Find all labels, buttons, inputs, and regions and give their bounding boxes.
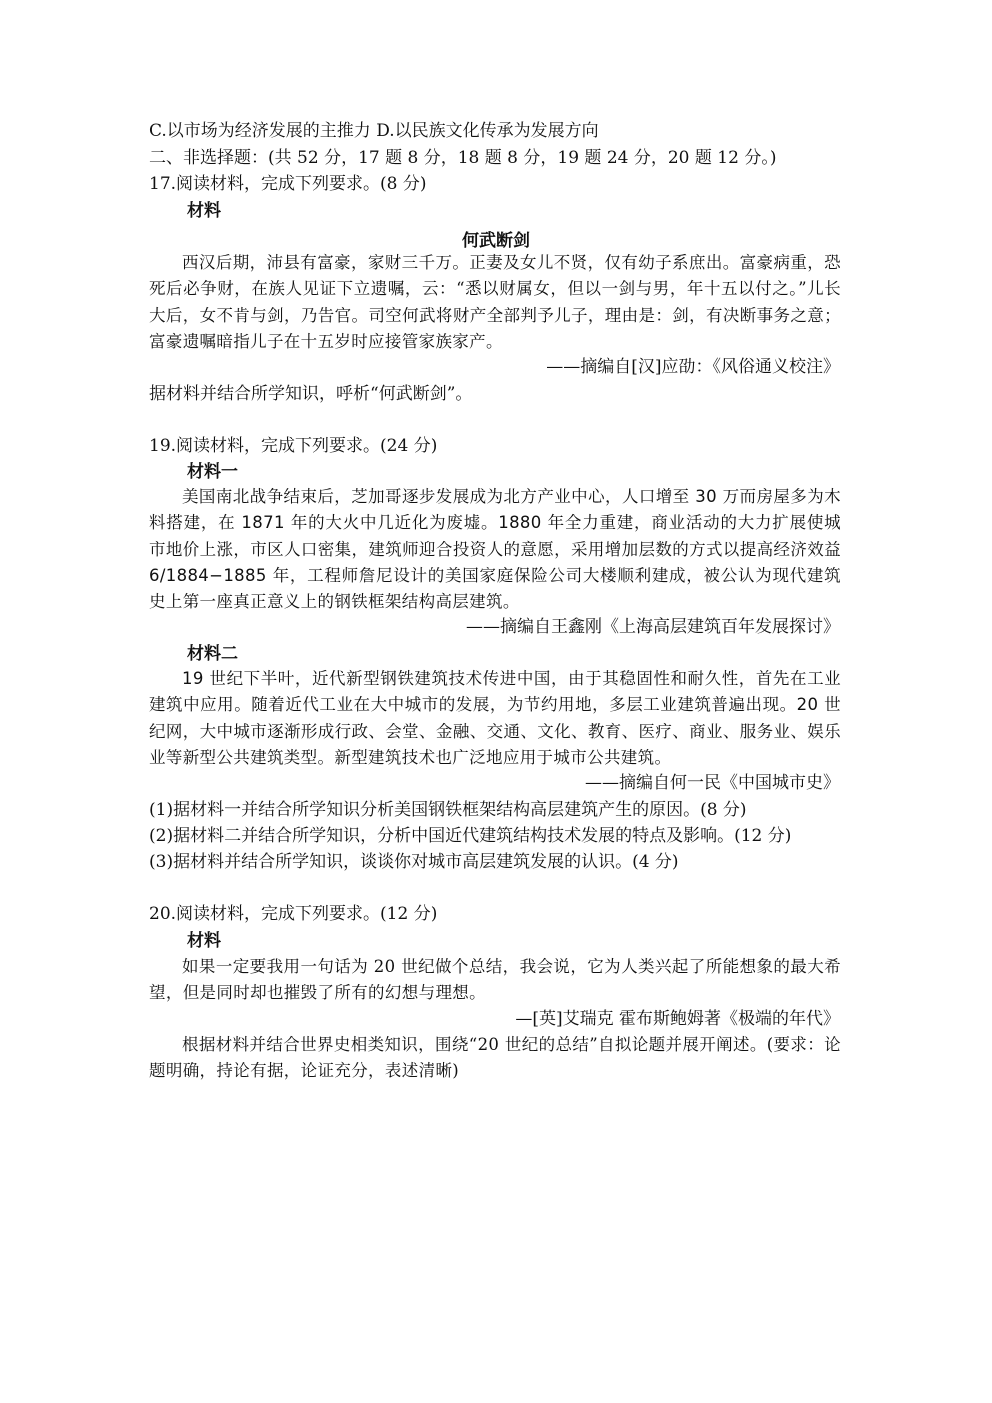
q19-material1-body: 美国南北战争结束后，芝加哥逐步发展成为北方产业中心，人口增至 30 万而房屋多为木料搭建，在 1871 年的大火中几近化为废墟。1880 年全力重建，商业活动的大力扩展使城市地价上涨，市区人口密集，建筑师迎合投资人的意愿，采用增加层数的方式以提高经济效益 6/1884−1885 年，工程师詹尼设计的美国家庭保险公司大楼顺利建成，被公认为现代建筑史上第一座真正意义上的钢铁框架结构高层建筑。 — [149, 487, 841, 612]
options-line: C.以市场为经济发展的主推力 D.以民族文化传承为发展方向 — [149, 121, 599, 141]
q19-sub3: (3)据材料并结合所学知识，谈谈你对城市高层建筑发展的认识。(4 分) — [149, 852, 679, 872]
q19-material1-label: 材料一 — [187, 462, 238, 482]
q19-material2-source: ——摘编自何一民《中国城市史》 — [585, 773, 840, 793]
q17-title: 何武断剑 — [462, 231, 530, 251]
q17-task: 据材料并结合所学知识，呼析“何武断剑”。 — [149, 384, 473, 404]
q17-prompt: 17.阅读材料，完成下列要求。(8 分) — [149, 174, 427, 194]
q20-task: 根据材料并结合世界史相类知识，围绕“20 世纪的总结”自拟论题并展开阐述。(要求：论题明确，持论有据，论证充分，表述清晰) — [149, 1035, 841, 1081]
q19-material1-source: ——摘编自王鑫刚《上海高层建筑百年发展探讨》 — [466, 617, 840, 637]
q17-source: ——摘编自[汉]应劭：《风俗通义校注》 — [546, 357, 840, 377]
q20-body: 如果一定要我用一句话为 20 世纪做个总结，我会说，它为人类兴起了所能想象的最大希望，但是同时却也摧毁了所有的幻想与理想。 — [149, 957, 841, 1003]
q19-sub1: (1)据材料一并结合所学知识分析美国钢铁框架结构高层建筑产生的原因。(8 分) — [149, 800, 747, 820]
q19-sub2: (2)据材料二并结合所学知识，分析中国近代建筑结构技术发展的特点及影响。(12 分) — [149, 826, 792, 846]
q20-prompt: 20.阅读材料，完成下列要求。(12 分) — [149, 904, 438, 924]
q20-source: —[英]艾瑞克 霍布斯鲍姆著《极端的年代》 — [515, 1009, 840, 1029]
q19-material2-body: 19 世纪下半叶，近代新型钢铁建筑技术传进中国，由于其稳固性和耐久性，首先在工业建筑中应用。随着近代工业在大中城市的发展，为节约用地，多层工业建筑普遍出现。20 世纪网，大中城市逐渐形成行政、会堂、金融、交通、文化、教育、医疗、商业、服务业、娱乐业等新型公共建筑类型。新型建筑技术也广泛地应用于城市公共建筑。 — [149, 669, 841, 767]
q19-material2-label: 材料二 — [187, 644, 238, 664]
q17-body: 西汉后期，沛县有富豪，家财三千万。正妻及女儿不贤，仅有幼子系庶出。富豪病重，恐死后必争财，在族人见证下立遗嘱，云：“悉以财属女，但以一剑与男，年十五以付之。”儿长大后，女不肯与剑，乃告官。司空何武将财产全部判予儿子，理由是：剑，有决断事务之意；富豪遗嘱暗指儿子在十五岁时应接管家族家产。 — [149, 253, 841, 351]
q19-prompt: 19.阅读材料，完成下列要求。(24 分) — [149, 436, 438, 456]
q17-material-label: 材料 — [187, 201, 221, 221]
q20-material-label: 材料 — [187, 931, 221, 951]
section-heading: 二、非选择题：(共 52 分，17 题 8 分，18 题 8 分，19 题 24 分，20 题 12 分。) — [149, 148, 777, 168]
